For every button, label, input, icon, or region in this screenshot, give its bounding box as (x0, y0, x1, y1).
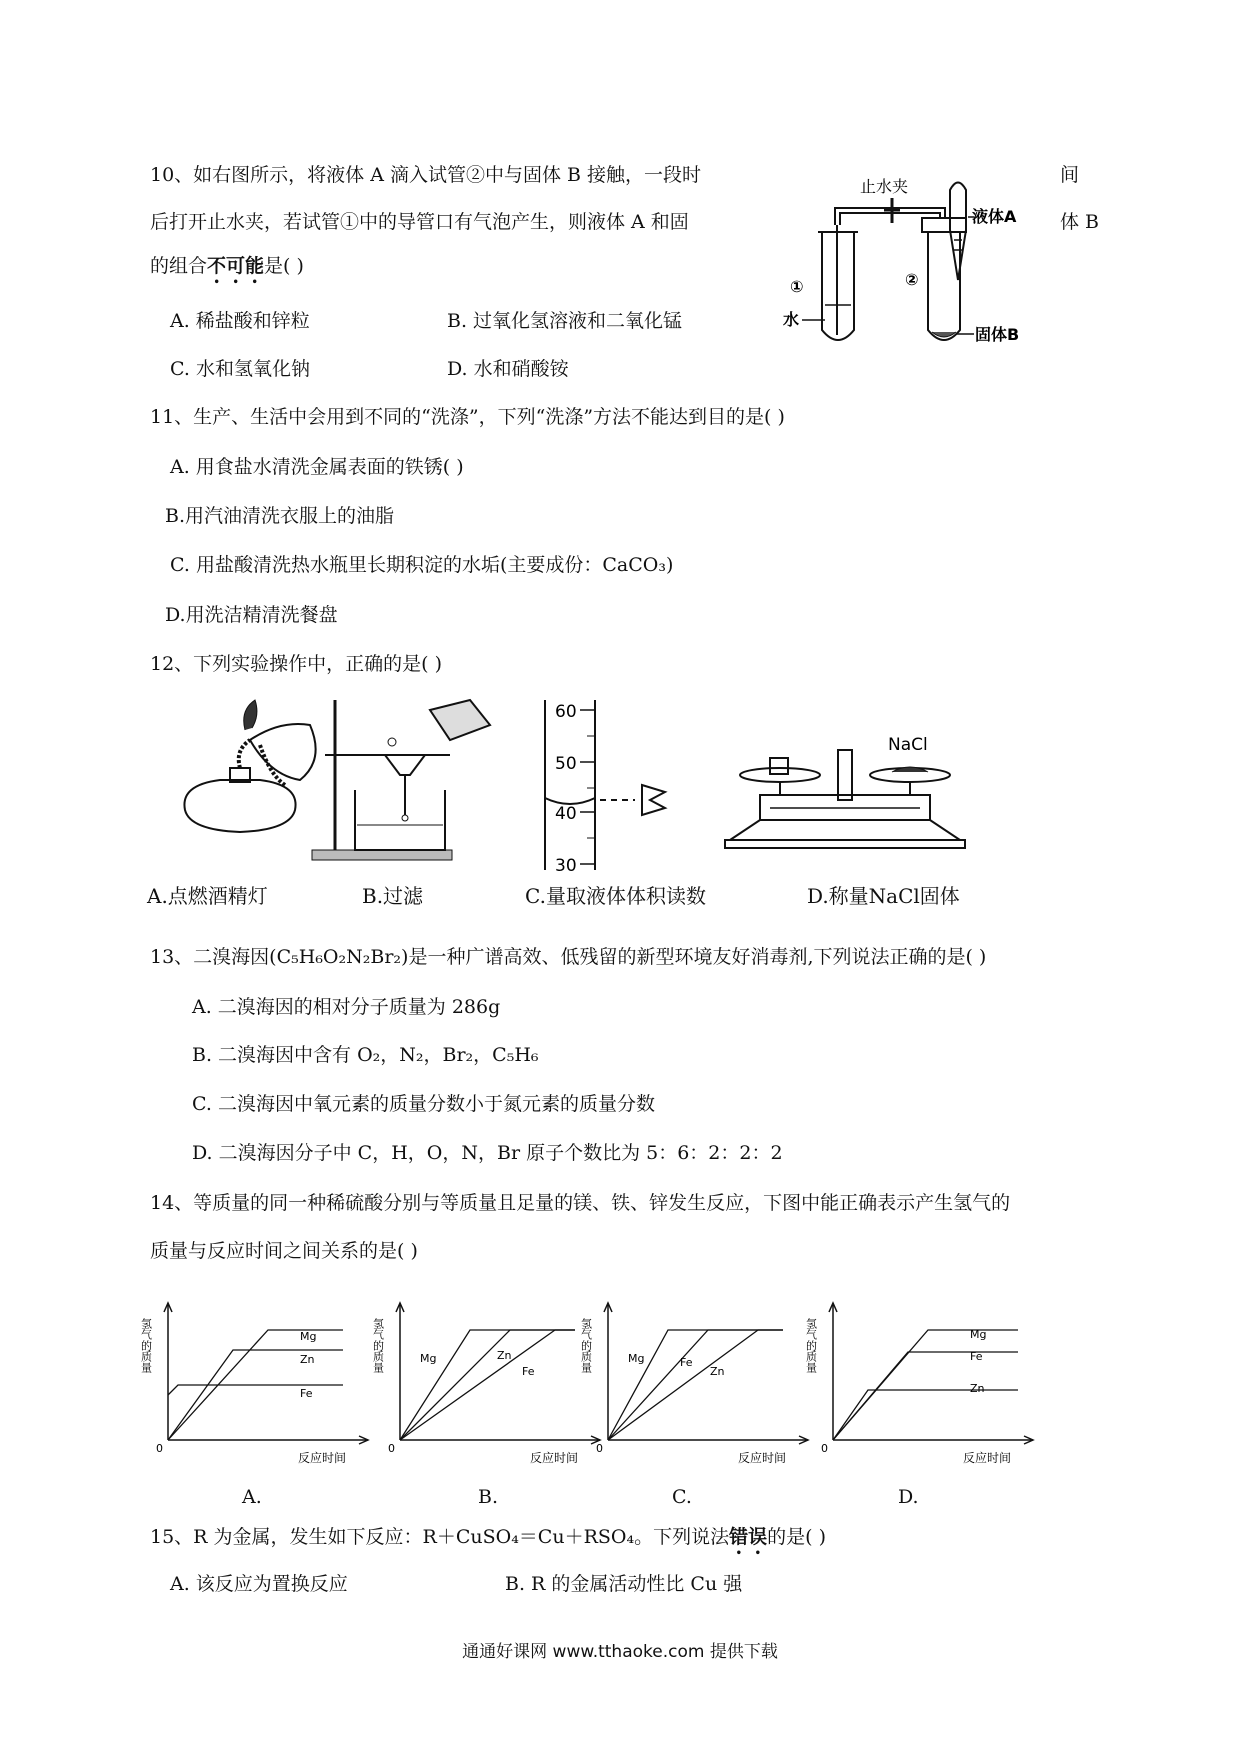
origin-label: 0 (388, 1442, 395, 1455)
curve-label-zn: Zn (300, 1353, 315, 1366)
q10-line1-tail: 间 (1060, 164, 1080, 186)
curve-label-zn: Zn (497, 1349, 512, 1362)
q10-line2-tail: 体 B (1060, 211, 1100, 233)
tube2-label: ② (905, 270, 919, 289)
curve-label-fe: Fe (300, 1387, 313, 1400)
q14-caption-d: D. (898, 1486, 919, 1508)
q14-line2: 质量与反应时间之间关系的是( ) (150, 1240, 418, 1262)
q12-figures (160, 700, 1060, 874)
curve-mg (400, 1330, 575, 1440)
cylinder-tick-40: 40 (555, 804, 577, 824)
y-axis-label: 氢气的质量 (139, 1318, 153, 1373)
origin-label: 0 (156, 1442, 163, 1455)
cylinder-tick-30: 30 (555, 856, 577, 876)
origin-label: 0 (596, 1442, 603, 1455)
q10-apparatus-figure (780, 170, 1050, 359)
nacl-label: NaCl (888, 735, 928, 755)
x-axis-label: 反应时间 (298, 1451, 347, 1465)
curve-label-mg: Mg (420, 1352, 437, 1365)
curve-label-zn: Zn (710, 1365, 725, 1378)
curve-zn (400, 1330, 575, 1440)
curve-label-mg: Mg (300, 1330, 317, 1343)
balance-icon (725, 735, 965, 848)
curve-fe (833, 1352, 1018, 1440)
graph-d (805, 1300, 1025, 1470)
q12-caption-d: D.称量NaCl固体 (807, 884, 960, 908)
q11-option-b: B.用汽油清洗衣服上的油脂 (165, 505, 395, 527)
q11-option-c: C. 用盐酸清洗热水瓶里长期积淀的水垢(主要成份：CaCO₃) (170, 554, 674, 576)
q15-stem-pre: 15、R 为金属，发生如下反应：R＋CuSO₄＝Cu＋RSO₄。下列说法 (150, 1526, 730, 1548)
curve-fe (400, 1330, 575, 1440)
filtration-icon (312, 700, 490, 860)
curve-zn (168, 1350, 343, 1440)
curve-zn (833, 1390, 1018, 1440)
q13-option-a: A. 二溴海因的相对分子质量为 286g (192, 996, 501, 1018)
q15-emphasis: 错误 (729, 1526, 768, 1548)
tube1-label: ① (790, 277, 804, 296)
x-axis-label: 反应时间 (738, 1451, 787, 1465)
q15-stem-post: 的是( ) (767, 1526, 826, 1548)
curve-label-fe: Fe (970, 1350, 983, 1363)
eye-icon (642, 785, 665, 815)
solid-label: 固体B (975, 325, 1020, 344)
q13-option-c: C. 二溴海因中氧元素的质量分数小于氮元素的质量分数 (192, 1093, 655, 1115)
curve-label-fe: Fe (680, 1356, 693, 1369)
q15-option-b: B. R 的金属活动性比 Cu 强 (505, 1573, 743, 1595)
curve-fe (168, 1385, 343, 1395)
cylinder-tick-50: 50 (555, 754, 577, 774)
q14-caption-a: A. (242, 1486, 262, 1508)
q12-caption-b: B.过滤 (362, 884, 424, 908)
q13-option-b: B. 二溴海因中含有 O₂，N₂，Br₂，C₅H₆ (192, 1044, 539, 1066)
q12-caption-c: C.量取液体体积读数 (525, 884, 706, 908)
q10-line3 (150, 254, 304, 288)
graph-a (140, 1300, 360, 1470)
y-axis-label: 氢气的质量 (371, 1318, 385, 1373)
alcohol-lamp-icon (184, 700, 315, 832)
q10-line1: 10、如右图所示，将液体 A 滴入试管②中与固体 B 接触，一段时 (150, 164, 702, 186)
q14-line1: 14、等质量的同一种稀硫酸分别与等质量且足量的镁、铁、锌发生反应，下图中能正确表示产生氢气的 (150, 1192, 1011, 1214)
q15-stem (150, 1525, 826, 1559)
q10-option-c: C. 水和氢氧化钠 (170, 358, 310, 380)
page-footer: 通通好课网 www.tthaoke.com 提供下载 (462, 1642, 778, 1662)
q12-stem: 12、下列实验操作中，正确的是( ) (150, 653, 443, 675)
clamp-label: 止水夹 (860, 177, 909, 196)
water-label: 水 (783, 310, 800, 329)
curve-mg (608, 1330, 783, 1440)
q13-stem: 13、二溴海因(C₅H₆O₂N₂Br₂)是一种广谱高效、低残留的新型环境友好消毒剂,下列说法正确的是( ) (150, 946, 987, 968)
curve-label-mg: Mg (970, 1328, 987, 1341)
curve-label-mg: Mg (628, 1352, 645, 1365)
graph-c (580, 1300, 800, 1470)
curve-label-zn: Zn (970, 1382, 985, 1395)
y-axis-label: 氢气的质量 (804, 1318, 818, 1373)
q12-caption-a: A.点燃酒精灯 (147, 884, 268, 908)
q10-emphasis: 不可能 (207, 255, 265, 277)
curve-fe (608, 1330, 783, 1440)
curve-zn (608, 1330, 783, 1440)
x-axis-label: 反应时间 (530, 1451, 579, 1465)
x-axis-label: 反应时间 (963, 1451, 1012, 1465)
q10-option-d: D. 水和硝酸铵 (447, 358, 569, 380)
curve-label-fe: Fe (522, 1365, 535, 1378)
q13-option-d: D. 二溴海因分子中 C，H，O，N，Br 原子个数比为 5：6：2：2：2 (192, 1142, 783, 1164)
q10-option-b: B. 过氧化氢溶液和二氧化锰 (447, 310, 683, 332)
q14-caption-b: B. (478, 1486, 499, 1508)
origin-label: 0 (821, 1442, 828, 1455)
cylinder-tick-60: 60 (555, 702, 577, 722)
q10-option-a: A. 稀盐酸和锌粒 (170, 310, 310, 332)
graduated-cylinder-icon (545, 700, 665, 876)
curve-mg (833, 1330, 1018, 1440)
q14-caption-c: C. (672, 1486, 692, 1508)
q15-option-a: A. 该反应为置换反应 (170, 1573, 348, 1595)
y-axis-label: 氢气的质量 (579, 1318, 593, 1373)
test-tube-2 (928, 230, 960, 340)
q11-stem: 11、生产、生活中会用到不同的“洗涤”，下列“洗涤”方法不能达到目的是( ) (150, 406, 785, 428)
q10-line3-pre: 的组合 (150, 255, 208, 277)
graph-b (372, 1300, 592, 1470)
q10-line2: 后打开止水夹，若试管①中的导管口有气泡产生，则液体 A 和固 (150, 211, 689, 233)
liquid-label: 液体A (972, 207, 1017, 226)
q11-option-d: D.用洗洁精清洗餐盘 (165, 604, 338, 626)
q10-line3-post: 是( ) (264, 255, 304, 277)
q11-option-a: A. 用食盐水清洗金属表面的铁锈( ) (170, 456, 464, 478)
